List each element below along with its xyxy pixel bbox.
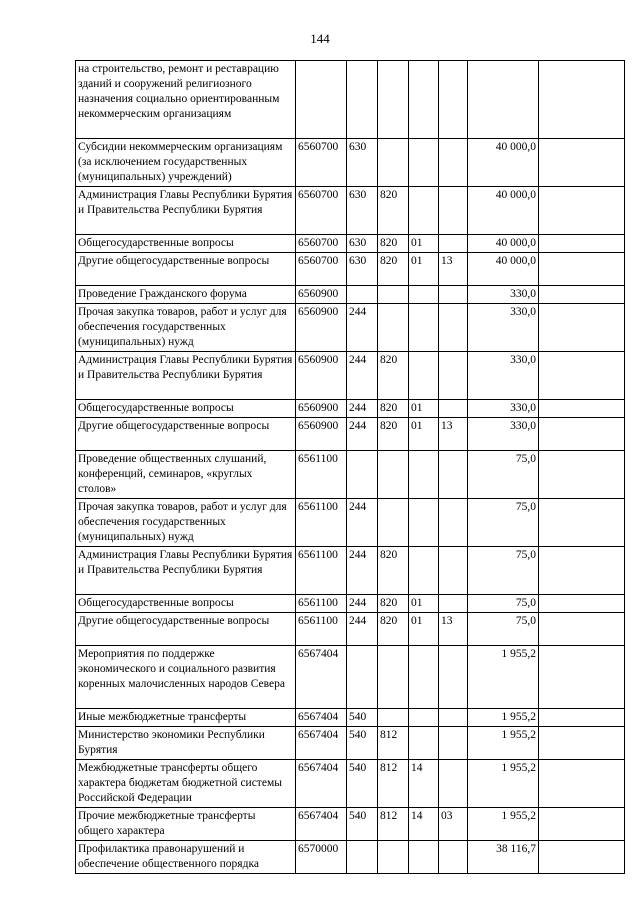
section-code xyxy=(409,727,439,760)
administrator-code xyxy=(378,139,409,187)
expense-type-code: 540 xyxy=(347,727,378,760)
empty-cell xyxy=(539,400,625,418)
empty-cell xyxy=(539,352,625,400)
expense-type-code: 540 xyxy=(347,760,378,808)
table-row xyxy=(76,547,625,595)
row-description: Министерство экономики Республики Бурятия xyxy=(76,727,296,760)
table-row xyxy=(76,286,625,304)
table-row xyxy=(76,304,625,352)
amount-value: 1 955,2 xyxy=(468,727,539,760)
expense-type-code: 244 xyxy=(347,547,378,595)
administrator-code: 820 xyxy=(378,613,409,646)
expense-type-code: 630 xyxy=(347,187,378,235)
empty-cell xyxy=(539,613,625,646)
amount-value: 330,0 xyxy=(468,400,539,418)
empty-cell xyxy=(539,253,625,286)
table-row xyxy=(76,187,625,235)
target-article-code: 6560700 xyxy=(296,253,347,286)
section-code: 01 xyxy=(409,613,439,646)
table-row xyxy=(76,400,625,418)
table-row xyxy=(76,253,625,286)
target-article-code: 6567404 xyxy=(296,808,347,841)
target-article-code: 6560700 xyxy=(296,187,347,235)
subsection-code xyxy=(439,727,468,760)
table-row xyxy=(76,139,625,187)
row-description: Межбюджетные трансферты общего характера бюджетам бюджетной системы Российской Федерации xyxy=(76,760,296,808)
section-code xyxy=(409,841,439,874)
table-row xyxy=(76,841,625,874)
target-article-code: 6560700 xyxy=(296,235,347,253)
amount-value: 330,0 xyxy=(468,418,539,451)
amount-value: 75,0 xyxy=(468,451,539,499)
section-code: 14 xyxy=(409,760,439,808)
subsection-code xyxy=(439,139,468,187)
row-description: Общегосударственные вопросы xyxy=(76,235,296,253)
subsection-code xyxy=(439,400,468,418)
expense-type-code: 630 xyxy=(347,139,378,187)
table-row xyxy=(76,646,625,709)
table-row xyxy=(76,235,625,253)
administrator-code: 820 xyxy=(378,547,409,595)
expense-type-code: 244 xyxy=(347,304,378,352)
subsection-code: 13 xyxy=(439,613,468,646)
table-row xyxy=(76,760,625,808)
administrator-code xyxy=(378,646,409,709)
row-description: Прочая закупка товаров, работ и услуг для обеспечения государственных (муниципальных) нужд xyxy=(76,499,296,547)
target-article-code: 6560900 xyxy=(296,400,347,418)
target-article-code: 6567404 xyxy=(296,760,347,808)
administrator-code: 820 xyxy=(378,235,409,253)
target-article-code: 6560900 xyxy=(296,304,347,352)
table-row xyxy=(76,499,625,547)
expense-type-code: 540 xyxy=(347,808,378,841)
section-code xyxy=(409,451,439,499)
administrator-code xyxy=(378,841,409,874)
table-row xyxy=(76,727,625,760)
expense-type-code: 244 xyxy=(347,400,378,418)
row-description: Проведение общественных слушаний, конференций, семинаров, «круглых столов» xyxy=(76,451,296,499)
section-code xyxy=(409,187,439,235)
row-description: Профилактика правонарушений и обеспечение общественного порядка xyxy=(76,841,296,874)
amount-value: 75,0 xyxy=(468,547,539,595)
subsection-code: 03 xyxy=(439,808,468,841)
empty-cell xyxy=(539,547,625,595)
row-description: Иные межбюджетные трансферты xyxy=(76,709,296,727)
subsection-code: 13 xyxy=(439,253,468,286)
table-row xyxy=(76,418,625,451)
empty-cell xyxy=(539,235,625,253)
section-code xyxy=(409,139,439,187)
amount-value: 330,0 xyxy=(468,304,539,352)
expense-type-code xyxy=(347,841,378,874)
subsection-code xyxy=(439,760,468,808)
row-description: Мероприятия по поддержке экономического и социального развития коренных малочисленных народов Севера xyxy=(76,646,296,709)
subsection-code: 13 xyxy=(439,418,468,451)
administrator-code: 812 xyxy=(378,760,409,808)
section-code: 01 xyxy=(409,253,439,286)
target-article-code: 6561100 xyxy=(296,595,347,613)
administrator-code: 820 xyxy=(378,352,409,400)
subsection-code xyxy=(439,841,468,874)
subsection-code xyxy=(439,235,468,253)
subsection-code xyxy=(439,352,468,400)
subsection-code xyxy=(439,499,468,547)
amount-value: 1 955,2 xyxy=(468,709,539,727)
empty-cell xyxy=(539,418,625,451)
amount-value: 1 955,2 xyxy=(468,646,539,709)
target-article-code: 6567404 xyxy=(296,709,347,727)
administrator-code: 820 xyxy=(378,187,409,235)
table-row xyxy=(76,613,625,646)
section-code xyxy=(409,709,439,727)
empty-cell xyxy=(539,451,625,499)
target-article-code xyxy=(296,61,347,139)
administrator-code xyxy=(378,304,409,352)
empty-cell xyxy=(539,760,625,808)
empty-cell xyxy=(539,61,625,139)
expense-type-code: 540 xyxy=(347,709,378,727)
target-article-code: 6561100 xyxy=(296,613,347,646)
row-description: на строительство, ремонт и реставрацию зданий и сооружений религиозного назначения социально ориентированным некоммерческим организациям xyxy=(76,61,296,139)
subsection-code xyxy=(439,304,468,352)
target-article-code: 6561100 xyxy=(296,547,347,595)
section-code xyxy=(409,304,439,352)
empty-cell xyxy=(539,304,625,352)
administrator-code xyxy=(378,709,409,727)
empty-cell xyxy=(539,646,625,709)
administrator-code xyxy=(378,499,409,547)
administrator-code xyxy=(378,61,409,139)
administrator-code: 820 xyxy=(378,400,409,418)
row-description: Прочая закупка товаров, работ и услуг для обеспечения государственных (муниципальных) нужд xyxy=(76,304,296,352)
section-code xyxy=(409,352,439,400)
table-row xyxy=(76,352,625,400)
expense-type-code: 630 xyxy=(347,235,378,253)
subsection-code xyxy=(439,286,468,304)
section-code: 01 xyxy=(409,400,439,418)
subsection-code xyxy=(439,595,468,613)
amount-value: 330,0 xyxy=(468,352,539,400)
amount-value: 330,0 xyxy=(468,286,539,304)
target-article-code: 6560900 xyxy=(296,418,347,451)
expense-type-code xyxy=(347,646,378,709)
administrator-code xyxy=(378,286,409,304)
target-article-code: 6560900 xyxy=(296,286,347,304)
target-article-code: 6561100 xyxy=(296,499,347,547)
row-description: Проведение Гражданского форума xyxy=(76,286,296,304)
expense-type-code xyxy=(347,451,378,499)
subsection-code xyxy=(439,709,468,727)
administrator-code: 812 xyxy=(378,727,409,760)
subsection-code xyxy=(439,61,468,139)
row-description: Прочие межбюджетные трансферты общего характера xyxy=(76,808,296,841)
empty-cell xyxy=(539,595,625,613)
target-article-code: 6560900 xyxy=(296,352,347,400)
expense-type-code xyxy=(347,61,378,139)
target-article-code: 6561100 xyxy=(296,451,347,499)
target-article-code: 6567404 xyxy=(296,646,347,709)
expense-type-code: 244 xyxy=(347,613,378,646)
amount-value: 38 116,7 xyxy=(468,841,539,874)
target-article-code: 6570000 xyxy=(296,841,347,874)
row-description: Администрация Главы Республики Бурятия и Правительства Республики Бурятия xyxy=(76,187,296,235)
expense-type-code: 244 xyxy=(347,418,378,451)
expense-type-code: 244 xyxy=(347,595,378,613)
expense-type-code: 244 xyxy=(347,499,378,547)
administrator-code xyxy=(378,451,409,499)
amount-value: 1 955,2 xyxy=(468,760,539,808)
amount-value: 40 000,0 xyxy=(468,253,539,286)
section-code xyxy=(409,646,439,709)
amount-value: 40 000,0 xyxy=(468,187,539,235)
amount-value: 40 000,0 xyxy=(468,235,539,253)
budget-table-body xyxy=(76,61,625,874)
table-row xyxy=(76,595,625,613)
administrator-code: 820 xyxy=(378,418,409,451)
row-description: Субсидии некоммерческим организациям (за исключением государственных (муниципальных) учреждений) xyxy=(76,139,296,187)
administrator-code: 812 xyxy=(378,808,409,841)
empty-cell xyxy=(539,187,625,235)
section-code xyxy=(409,547,439,595)
administrator-code: 820 xyxy=(378,253,409,286)
section-code xyxy=(409,61,439,139)
amount-value xyxy=(468,61,539,139)
table-row xyxy=(76,61,625,139)
table-row xyxy=(76,808,625,841)
expense-type-code: 244 xyxy=(347,352,378,400)
section-code xyxy=(409,499,439,547)
subsection-code xyxy=(439,187,468,235)
target-article-code: 6567404 xyxy=(296,727,347,760)
amount-value: 75,0 xyxy=(468,499,539,547)
empty-cell xyxy=(539,286,625,304)
expense-type-code xyxy=(347,286,378,304)
administrator-code: 820 xyxy=(378,595,409,613)
subsection-code xyxy=(439,547,468,595)
empty-cell xyxy=(539,709,625,727)
amount-value: 75,0 xyxy=(468,595,539,613)
empty-cell xyxy=(539,808,625,841)
row-description: Общегосударственные вопросы xyxy=(76,400,296,418)
row-description: Администрация Главы Республики Бурятия и Правительства Республики Бурятия xyxy=(76,352,296,400)
section-code: 14 xyxy=(409,808,439,841)
row-description: Администрация Главы Республики Бурятия и Правительства Республики Бурятия xyxy=(76,547,296,595)
subsection-code xyxy=(439,646,468,709)
subsection-code xyxy=(439,451,468,499)
empty-cell xyxy=(539,499,625,547)
empty-cell xyxy=(539,139,625,187)
amount-value: 75,0 xyxy=(468,613,539,646)
page-number: 144 xyxy=(310,31,330,46)
amount-value: 40 000,0 xyxy=(468,139,539,187)
section-code xyxy=(409,286,439,304)
section-code: 01 xyxy=(409,418,439,451)
amount-value: 1 955,2 xyxy=(468,808,539,841)
section-code: 01 xyxy=(409,235,439,253)
table-row xyxy=(76,451,625,499)
budget-table xyxy=(75,60,625,874)
empty-cell xyxy=(539,727,625,760)
table-row xyxy=(76,709,625,727)
row-description: Другие общегосударственные вопросы xyxy=(76,613,296,646)
expense-type-code: 630 xyxy=(347,253,378,286)
row-description: Другие общегосударственные вопросы xyxy=(76,253,296,286)
section-code: 01 xyxy=(409,595,439,613)
row-description: Общегосударственные вопросы xyxy=(76,595,296,613)
target-article-code: 6560700 xyxy=(296,139,347,187)
row-description: Другие общегосударственные вопросы xyxy=(76,418,296,451)
empty-cell xyxy=(539,841,625,874)
